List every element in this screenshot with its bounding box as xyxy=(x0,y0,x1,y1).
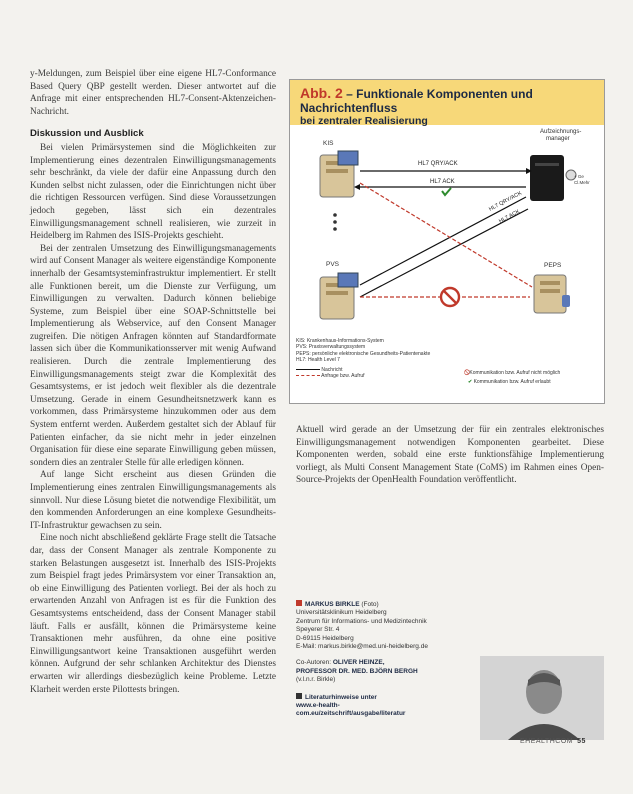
figure-subtitle: bei zentraler Realisierung xyxy=(300,115,428,127)
author-address: D-69115 Heidelberg xyxy=(296,634,354,642)
flow-diagram xyxy=(290,125,604,337)
ellipsis-dot xyxy=(333,220,337,224)
page-footer xyxy=(520,738,586,745)
solid-line-icon xyxy=(296,369,320,370)
legend-item-label: Kommunikation bzw. Aufruf nicht möglich xyxy=(469,370,561,376)
arrow-qry-diagonal xyxy=(360,197,526,285)
section-heading: Diskussion und Ausblick xyxy=(30,128,144,140)
page-number: 55 xyxy=(577,738,586,745)
figure-title-text: – Funktionale Komponenten und Nachrichtenfluss xyxy=(300,87,533,115)
figure-title xyxy=(300,86,594,115)
figure-diagram xyxy=(289,79,605,404)
msg-ack-label: HL7 ACK xyxy=(430,179,455,185)
pvs-server-icon xyxy=(320,273,358,319)
paragraph: Bei vielen Primärsystemen sind die Möglichkeiten zur Implementierung eines dezentralen Einwilligungsmanagements sehr beschränkt, da viele der dafür eine Anpassung durch den Kunden selbst nicht zulassen, oder die Einrichtungen nicht über die richtigen Ressourcen verfügen. Sind diese Voraussetzungen jedoch gegeben, lässt sich ein dezentrales Einwilligungsmanagement schnell realisieren, wie zurzeit in Heidelberg im Rahmen des ISIS-Projekts geschieht. xyxy=(30,142,276,242)
coauthor-label: Co-Autoren: xyxy=(296,659,332,667)
legend-item-label: Kommunikation bzw. Aufruf erlaubt xyxy=(473,379,551,385)
ellipsis-dot xyxy=(333,227,337,231)
paragraph: Bei der zentralen Umsetzung des Einwilligungsmanagements wird auf Consent Manager als weitere eigenständige Komponente innerhalb der Gesamtsysteminfrastruktur implementiert. Er stellt alle Funktionen bereit, um die Dienste zur Verfügung, um Einwilligungen zu verwalten. Dadurch können beliebige Systeme, zum Beispiel über eine SOAP-Schnittstelle bei Implementierung als Webservice, auf den Consent Manager zugreifen. Die nötigen Anfragen könnten auf Standardformate lassen sich über die Kommunikationsserver mit wenig Aufwand realisieren. Durch die zentrale Implementierung des Einwilligungsmanagements steigt zwar die Komplexität des Gesamtsystems, er ist jedoch weit flexibler als die dezentrale Umsetzung. Gerade in einem Gesundheitsnetzwerk kann es vorkommen, dass Primärsysteme hinzukommen oder aus dem System entfernt werden. Außerdem gestaltet sich der Ablauf für Patienten einfacher, da sie nicht mehr in jeder einzelnen Organisation für diese eine separate Einwilligung geben müssen, sondern dies an zentraler Stelle für alle erledigen können. xyxy=(30,243,276,468)
coauthor-line xyxy=(296,659,506,667)
paragraph: Aktuell wird gerade an der Umsetzung der für ein zentrales elektronisches Einwilligungsmanagement notwendigen Komponenten gearbeitet. Diese Komponenten werden, sobald eine erste funktionsfähige Implementierung vorliegt, als Multi Consent Management State (CoMS) im Rahmen eines Open-Source-Projekts der OpenHealth Foundation veröffentlicht. xyxy=(296,425,604,486)
left-text-column xyxy=(30,68,276,696)
ellipsis-dot xyxy=(333,213,337,217)
author-name-note: (Foto) xyxy=(361,601,379,608)
consent-manager-label-2: manager xyxy=(546,136,570,142)
bullet-icon xyxy=(296,693,302,699)
journal-name: EHEALTHCOM xyxy=(520,738,574,745)
paragraph: Eine noch nicht abschließend geklärte Frage stellt die Tatsache dar, dass der Consent Manager als zentrale Komponente zu starken Belastungen ausgesetzt ist. Innerhalb des ISIS-Projekts zum Beispiel fragt jedes Primärsystem vor einer Transaktion an, ob eine Einwilligung des Patienten vorliegt. Bei der als hoch zu erwartenden Anzahl von Anfragen ist es für die Funktion des Gesamtsystems entscheidend, dass der Consent Manager stabil läuft. Falls er ausfällt, können die Primärsysteme keine Transaktionen mehr ausführen, da ohne eine positive Einwilligungsantwort keine Transaktionen ausgeführt werden können. Aufgrund der sehr schlanken Architektur des Dienstes erwarten wir allerdings diesbezüglich keine Probleme. Letzte Klarheit werden erste Pilottests bringen. xyxy=(30,533,276,695)
author-name-line xyxy=(296,600,506,609)
legend-item: PVS: Praxisverwaltungssystem xyxy=(296,344,366,351)
consent-manager-server-icon xyxy=(530,155,576,201)
author-box xyxy=(296,600,506,719)
msg-qry2-label: HL7 QRY/ACK xyxy=(488,190,523,213)
kis-label: KIS xyxy=(323,140,334,147)
legend-item: HL7: Health Level 7 xyxy=(296,357,340,364)
legend-item: KIS: Krankenhaus-Informations-System xyxy=(296,338,384,344)
kis-server-icon xyxy=(320,151,358,197)
literature-label: Literaturhinweise unter xyxy=(305,693,377,701)
msg-qry-label: HL7 QRY/ACK xyxy=(418,161,458,167)
author-photo xyxy=(480,656,604,740)
author-name: MARKUS BIRKLE xyxy=(305,601,360,608)
prohibited-icon xyxy=(441,288,459,306)
author-address: Speyerer Str. 4 xyxy=(296,626,340,634)
legend-item-label: Anfrage bzw. Aufruf xyxy=(321,373,365,380)
figure-number: Abb. 2 xyxy=(300,85,343,101)
literature-link[interactable]: com.eu/zeitschrift/ausgabe/literatur xyxy=(296,710,406,718)
legend-item xyxy=(468,370,560,376)
author-affiliation: Universitätsklinikum Heidelberg xyxy=(296,609,387,617)
coauthor-note: (v.l.n.r. Birkle) xyxy=(296,676,336,684)
check-icon: ✔ xyxy=(468,379,473,385)
author-email: E-Mail: markus.birkle@med.uni-heidelberg.de xyxy=(296,643,428,651)
peps-label: PEPS xyxy=(544,262,562,269)
dashed-line-icon xyxy=(296,375,320,376)
legend-item-label: Nachricht xyxy=(321,366,343,373)
peps-server-icon xyxy=(534,275,570,313)
figure-header xyxy=(290,80,604,125)
literature-line xyxy=(296,693,506,702)
consent-manager-note-2: Cl.Mehr xyxy=(574,180,590,185)
literature-link[interactable]: www.e-health- xyxy=(296,702,340,710)
paragraph: Auf lange Sicht erscheint aus diesen Gründen die Implementierung eines zentralen Einwilligungsmanagements als sinnvoll. Nur diese Lösung bietet die notwendige Flexibilität, um den kommenden Anforderungen an eine komplexe Gesundheits-IT-Infrastruktur gewachsen zu sein. xyxy=(30,470,276,531)
legend-item: PEPS: persönliche elektronische Gesundheits-Patientenakte xyxy=(296,350,431,357)
check-icon xyxy=(442,188,451,195)
msg-ack2-label: HL7 ACK xyxy=(498,208,521,225)
consent-manager-label: Aufzeichnungs- xyxy=(540,129,582,135)
pvs-label: PVS xyxy=(326,261,340,268)
coauthor-name: OLIVER HEINZE, xyxy=(332,659,385,667)
red-square-icon xyxy=(296,600,302,606)
right-text-column xyxy=(296,424,604,487)
coauthor-name: PROFESSOR DR. MED. BJÖRN BERGH xyxy=(296,667,418,675)
consent-manager-note: + Ge xyxy=(574,174,584,179)
paragraph: y-Meldungen, zum Beispiel über eine eigene HL7-Conformance Based Query QBP gestellt werden. Dieser antwortet auf die Anfrage mit einer entsprechenden HL7-Consent-Aktenzeichen-Nachricht. xyxy=(30,69,276,117)
author-affiliation: Zentrum für Informations- und Medizintechnik xyxy=(296,617,427,625)
figure-legend xyxy=(296,338,596,385)
legend-item xyxy=(468,379,551,385)
